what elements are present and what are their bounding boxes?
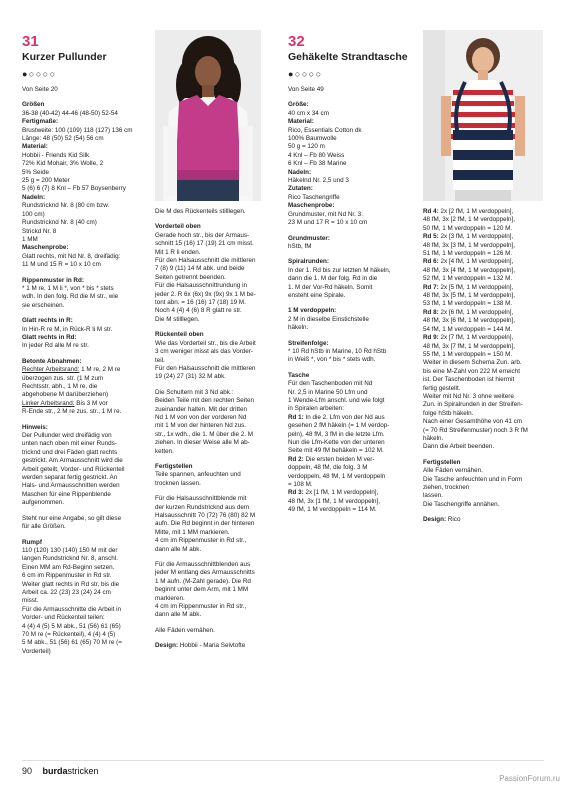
text-line: 25 g = 200 Meter [22,177,70,185]
text-line: Für den Halsausschnitt die mittleren [155,257,256,265]
text-line: misst. [22,597,39,605]
text-line: = 108 M. [288,481,313,489]
watermark: PassionForum.ru [499,774,560,783]
text-line: mit 1 M von der hinteren Nd zus. [155,422,246,430]
paragraph-gap [22,532,147,539]
text-line: in Weiß *, von * bis * stets wdh. [288,356,376,364]
section-heading: Größe: [288,101,309,109]
pattern-number-31: 31 [22,33,39,50]
text-line: Für die Armausschnittblenden aus [155,561,251,569]
pattern-instructions-31-cont [155,208,275,651]
text-line: peln), 48 fM, 3 fM in die letzte Lfm. [288,430,385,438]
text-line: jeder 2. R 6x (6x) 9x (9x) 9x 1 M be- [155,290,256,298]
section-heading: Fertigstellen [423,458,461,466]
text-line: Alle Fäden vernähen. [155,626,215,634]
section-heading: Vorderteil oben [155,223,201,231]
text-line: Maschen für eine Rippenblende [22,490,111,498]
section-heading: Glatt rechts in R: [22,317,73,325]
paragraph-gap [288,300,416,307]
brand-rest: stricken [67,766,99,776]
paragraph-gap [22,270,147,277]
text-line: 4 cm im Rippenmuster in Rd str., [155,603,247,611]
text-line: 53 fM, 1 M verdoppeln = 138 M. [423,300,513,308]
text-line: In Hin-R re M, in Rück-R li M str. [22,325,113,333]
page-reference-31: Von Seite 20 [22,86,58,93]
text-line: lassen. [423,492,443,500]
text-line: Die Taschengriffe annähen. [423,500,500,508]
text-line: Rechtsstr. abh., 1 M re, die [22,383,98,390]
text-line: ensteht eine Spirale. [288,291,346,299]
text-line: Rd 1: In die 2. Lfm von der Nd aus [288,413,385,421]
text-line: Strickd Nr. 8 [22,227,57,235]
text-line: 100 cm) [22,210,45,218]
text-line: ist. Der Taschenboden ist hiermit [423,376,515,384]
text-line: Steht nur eine Angabe, so gilt diese [22,514,122,522]
paragraph-gap [288,251,416,258]
text-line: 55 fM, 1 M verdoppeln = 150 M. [423,350,513,358]
text-line: 54 fM, 1 M verdoppeln = 144 M. [423,325,513,333]
text-line: * 10 Rd hStb in Marine, 10 Rd hStb [288,347,387,355]
text-line: überzogen zus. str. (1 M zum [22,374,104,382]
paragraph-gap [288,365,416,372]
pattern-title-32: Gehäkelte Strandtasche [288,51,408,63]
text-line: Rico, Essentials Cotton dk [288,126,362,134]
text-line: 4 Knl – Fb 80 Weiss [288,151,345,159]
text-line: Hals- und Armausschnitten werden [22,482,120,490]
text-line: werden separat fertig gestrickt. An [22,474,118,482]
text-line: Häkelnd Nr. 2,5 und 3 [288,177,349,185]
text-line: für alle Größen. [22,523,66,531]
text-line: 70 M re (= Rückenteil), 4 (4) 4 (5) [22,630,116,638]
text-line: Mit 1 R li enden. [155,248,201,256]
text-line: tricknd und drei Fäden glatt rechts [22,448,118,456]
text-line: 110 (120) 130 (140) 150 M mit der [22,546,118,554]
text-line: jeder M entlang des Armausschnitts [155,569,255,577]
text-line: dann die 1. M der folg. Rd in die [288,275,378,283]
text-line: in Spiralen arbeiten: [288,405,345,413]
text-line: Weiter mit Nd Nr. 3 ohne weitere [423,392,514,400]
text-line: 2 M in dieselbe Einstichstelle [288,315,369,323]
text-line: doppeln, 48 fM, die folg. 3 M [288,464,368,472]
text-line: ketten. [155,447,174,455]
text-line: Glatt rechts, mit Nd Nr. 8, dreifädig: [22,252,121,260]
text-line: Rundstricknd Nr. 8 (40 cm) [22,219,97,227]
text-line: Noch 4 (4) 4 (6) 8 R glatt re str. [155,307,242,315]
paragraph-gap [423,452,548,459]
footer-divider [22,760,544,761]
text-line: 1. M der Vor-Rd häkeln. Somit [288,283,373,291]
far-right-column [423,208,548,525]
section-heading: Grundmuster: [288,234,330,242]
section-heading: Material: [288,118,314,126]
text-line: Hobbii - Friends Kid Silk [22,151,90,159]
text-line: aufn. Die Rd beginnt in der hinteren [155,520,255,528]
text-line: 48 fM, 3x [4 fM, 1 M verdoppeln], [423,266,516,274]
section-heading: Betonte Abnahmen: [22,357,82,365]
text-line: 49 fM, 1 M verdoppeln = 114 M. [288,506,377,514]
text-line: In der 1. Rd bis zur letzten M häkeln, [288,266,391,274]
text-line: Die M stilllegen. [155,315,200,323]
text-line: sie erscheinen. [22,301,65,309]
right-column [288,34,416,515]
section-heading: Tasche [288,371,310,379]
text-line: 48 fM, 3x [6 fM, 1 M verdoppeln], [423,317,516,325]
text-line: 48 fM, 3x [5 fM, 1 M verdoppeln], [423,292,516,300]
text-line: Beiden Teile mit den rechten Seiten [155,397,254,405]
pullover-photo [155,30,261,201]
text-line: beginnt unter dem Arm, mit 1 MM [155,586,249,594]
text-line: Rd 2: Die ersten beiden M ver- [288,455,375,463]
paragraph-gap [22,310,147,317]
text-line: 50 g = 120 m [288,143,325,151]
text-line: zueinander halten. Mit der dritten [155,405,248,413]
text-line: verdoppeln, 48 fM, 1 M verdoppeln [288,472,386,480]
text-line: 1 MM [22,235,38,243]
text-line: gestrickt. Am Armausschnitt wird die [22,457,123,465]
text-line: 51 fM, 1 M verdoppeln = 126 M. [423,250,513,258]
text-line: Für die Halsausschnittrundung in [155,282,248,290]
text-line: (= 70 Rd Streifenmuster) noch 3 R fM [423,426,528,434]
footer [22,766,99,776]
text-line: 48 fM, 3x [2 fM, 1 M verdoppeln], [423,216,516,224]
text-line: 5 (6) 6 (7) 8 Knl – Fb 57 Boysenberry [22,185,126,193]
text-line: Die M des Rückenteils stilllegen. [155,208,246,215]
section-heading: 1 M verdoppeln: [288,307,337,315]
text-line: dann alle M abk. [155,545,202,553]
text-line: * 1 M re, 1 M li *, von * bis * stets [22,284,114,292]
text-line: 36-38 (40-42) 44-46 (48-50) 52-54 [22,109,118,117]
page-number: 90 [22,766,33,776]
text-line: Mitte, mit 1 MM markieren. [155,528,230,536]
text-line: dann alle M abk. [155,611,202,619]
paragraph-gap [155,554,275,561]
difficulty-rating-32: ●○○○○ [288,69,323,79]
text-line: Nr. 2,5 in Marine 50 Lfm und [288,388,368,396]
section-heading: Hinweis: [22,423,48,431]
text-line: Einen MM am Rd-Beginn setzen. [22,563,115,571]
text-line: Die Schultern mit 3 Nd abk.: [155,388,234,396]
magazine-brand [43,766,99,776]
text-line: Länge: 48 (50) 52 (54) 56 cm [22,135,104,143]
paragraph-gap [155,456,275,463]
section-heading: Glatt rechts in Rd: [22,333,77,341]
section-heading: Nadeln: [22,193,46,201]
paragraph-gap [22,417,147,424]
beach-bag-photo [423,30,543,201]
text-line: trocknen lassen. [155,479,201,487]
pattern-number-32: 32 [288,33,305,50]
text-line: Alle Fäden vernähen. [423,467,483,475]
section-heading: Maschenprobe: [288,202,335,210]
text-line: langen Rundstricknd Nr. 8, anschl. [22,555,118,563]
text-line: Design: Hobbii - Maria Selvtofte [155,642,246,650]
text-line: Arbeit ca. 22 (23) 23 (24) 24 cm [22,588,111,596]
text-line: 4 cm im Rippenmuster in Rd str., [155,537,247,545]
text-line: 4 (4) 4 (5) 5 M abk., 51 (56) 61 (65) [22,622,121,630]
text-line: Seite mit 49 fM behäkeln = 102 M. [288,447,384,455]
section-heading: Streifenfolge: [288,339,329,347]
text-line: Rd 9: 2x [7 fM, 1 M verdoppeln], [423,334,514,342]
section-heading: Größen [22,101,45,109]
text-line: 23 M und 17 R = 10 x 10 cm [288,219,368,227]
text-line: Rundstricknd Nr. 8 (80 cm bzw. [22,202,110,210]
text-line: 5 M abk., 51 (56) 61 (65) 70 M re (= [22,639,122,647]
text-line: 6 Knl – Fb 38 Marine [288,160,347,168]
text-line: 1 Wende-Lfm anschl. und wie folgt [288,397,385,404]
text-line: ziehen. In dieser Weise alle M ab- [155,439,250,447]
text-line: Vorderteil) [22,647,51,655]
text-line: Für die Armausschnitte die Arbeit in [22,605,122,613]
text-line: Rd 3: 2x [1 fM, 1 M verdoppeln], [288,489,379,497]
text-line: 48 fM, 3x [3 fM, 1 M verdoppeln], [423,241,516,249]
text-line: 52 fM, 1 M verdoppeln = 132 M. [423,275,513,283]
text-line: Arbeit geteilt, Vorder- und Rückenteil [22,465,125,473]
text-line: häkeln. [288,324,309,332]
text-line: Teile spannen, anfeuchten und [155,471,241,479]
text-line: 40 cm x 34 cm [288,109,329,117]
text-line: Die Tasche anfeuchten und in Form [423,475,523,483]
text-line: gesehen 2 fM häkeln (= 1 M verdop- [288,422,390,430]
text-line: abgehobene M darüberziehen) [22,391,109,399]
paragraph-gap [155,488,275,495]
section-heading: Spiralrunden: [288,258,329,266]
text-line: Rd 8: 2x [6 fM, 1 M verdoppeln], [423,308,514,316]
text-line: Grundmuster, mit Nd Nr. 3: [288,210,363,218]
text-line: Linker Arbeitsrand: Bis 3 M vor [22,399,108,407]
text-line: 48 fM, 3x [1 fM, 1 M verdoppeln], [288,497,381,505]
text-line: wdh. In den folg. Rd die M str., wie [22,293,119,301]
text-line: Rechter Arbeitsrand: 1 M re, 2 M re [22,366,121,374]
pattern-instructions-31 [22,101,147,656]
text-line: Zun. in Spiralrunden in der Streifen- [423,401,523,409]
text-line: tont abn. = 16 (16) 17 (18) 19 M. [155,299,246,307]
paragraph-gap [155,620,275,627]
paragraph-gap [155,635,275,642]
text-line: 48 fM, 3x [7 fM, 1 M verdoppeln], [423,342,516,350]
text-line: 100% Baumwolle [288,135,337,143]
text-line: 72% Kid Mohair, 3% Wolle, 2 [22,160,104,168]
text-line: Weiter in diesem Schema Zun. arb. [423,359,522,367]
text-line: Rd 7: 2x [5 fM, 1 M verdoppeln], [423,283,514,291]
paragraph-gap [22,508,147,515]
section-heading: Rippenmuster in Rd: [22,276,84,284]
paragraph-gap [155,324,275,331]
paragraph-gap [288,333,416,340]
pattern-instructions-32 [288,101,416,514]
text-line: Halsausschnitt 70 (72) 76 (80) 82 M [155,512,256,519]
paragraph-gap [423,509,548,516]
middle-column [155,208,275,651]
text-line: teil. [155,356,165,364]
text-line: Rd 4: 2x [2 fM, 1 M verdoppeln], [423,208,514,215]
text-line: bis eine M-Zahl von 222 M erreicht [423,367,520,375]
text-line: unten nach oben mit einer Runds- [22,440,117,448]
paragraph-gap [288,228,416,235]
text-line: ziehen, trocknen [423,484,470,491]
text-line: 7 (8) 9 (11) 14 M abk. und beide [155,265,245,273]
difficulty-rating-31: ●○○○○ [22,69,57,79]
text-line: schnitt 15 (16) 17 (19) 21 cm misst. [155,240,254,248]
section-heading: Fertigmaße: [22,118,59,126]
text-line: fertig gestellt. [423,384,461,392]
text-line: Für den Halsausschnitt die mittleren [155,364,256,372]
section-heading: Nadeln: [288,168,312,176]
section-heading: Fertigstellen [155,462,193,470]
text-line: Rico Taschengriffe [288,193,340,201]
text-line: Nach einer Gesamthöhe von 41 cm [423,418,523,426]
text-line: der kurzen Rundstricknd aus dem [155,503,250,511]
text-line: Weiter glatt rechts in Rd str. bis die [22,580,120,588]
text-line: Für den Taschenboden mit Nd [288,380,373,388]
text-line: 50 fM, 1 M verdoppeln = 120 M. [423,224,513,232]
text-line: Dann die Arbeit beenden. [423,443,495,451]
text-line: Wie das Vorderteil str., bis die Arbeit [155,339,256,347]
text-line: Der Pullunder wird dreifädig von [22,432,112,440]
text-line: 3 cm weniger misst als das Vorder- [155,348,253,356]
text-line: markieren. [155,594,185,602]
text-line: 6 cm im Rippenmuster in Rd str. [22,572,112,580]
text-line: 1 M aufn. (M-Zahl gerade). Die Rd [155,577,251,585]
section-heading: Maschenprobe: [22,244,69,252]
text-line: Rd 6: 2x [4 fM, 1 M verdoppeln], [423,258,514,266]
page-reference-32: Von Seite 49 [288,86,324,93]
text-line: str., 1x wdh., die 1. M über die 2. M [155,430,253,438]
text-line: 11 M und 15 R = 10 x 10 cm [22,261,101,269]
section-heading: Rückenteil oben [155,331,204,339]
brand-bold: burda [42,766,68,776]
text-line: R-Ende str., 2 M re zus. str., 1 M re. [22,408,122,416]
text-line: Design: Rico [423,516,461,524]
text-line: Rd 5: 2x [3 fM, 1 M verdoppeln], [423,233,514,241]
paragraph-gap [155,382,275,389]
left-column [22,34,147,656]
text-line: Brustweite: 100 (109) 118 (127) 136 cm [22,126,133,134]
text-line: Vorder- und Rückenteil teilen: [22,614,105,622]
section-heading: Zutaten: [288,185,313,193]
text-line: Nun die Lfm-Kette von der unteren [288,439,385,447]
text-line: häkeln. [423,434,444,442]
text-line: Nd 1 M von von der vorderen Nd [155,413,247,421]
text-line: aufgenommen. [22,499,65,507]
pattern-title-31: Kurzer Pullunder [22,51,107,63]
section-heading: Rumpf [22,538,42,546]
text-line: In jeder Rd alle M re str. [22,342,89,350]
paragraph-gap [155,216,275,223]
text-line: Gerade hoch str., bis der Armaus- [155,231,250,239]
text-line: folge hStb häkeln. [423,409,474,417]
text-line: Seiten getrennt beenden. [155,273,226,281]
text-line: Für die Halsausschnittblende mit [155,495,247,503]
text-line: 5% Seide [22,168,49,176]
text-line: hStb, fM [288,242,312,250]
section-heading: Material: [22,143,48,151]
paragraph-gap [22,351,147,358]
text-line: 19 (24) 27 (31) 32 M abk. [155,373,227,381]
pattern-instructions-32-cont [423,208,548,525]
